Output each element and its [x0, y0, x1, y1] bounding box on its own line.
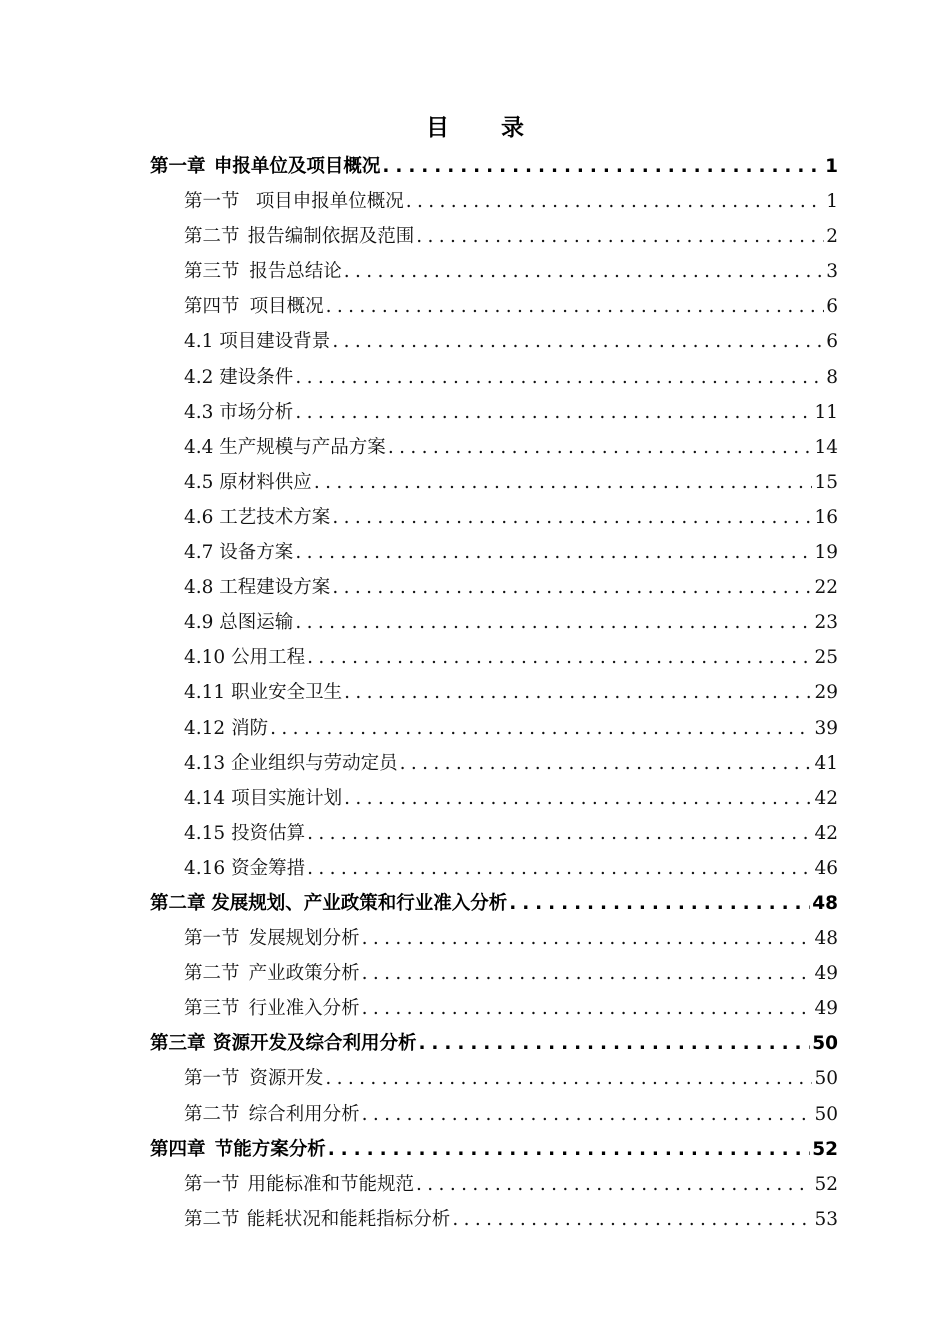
toc-section-entry[interactable] [150, 640, 838, 675]
toc-page-number: 41 [814, 752, 838, 774]
toc-page-number: 50 [814, 1068, 838, 1090]
toc-section-entry[interactable] [150, 535, 838, 570]
dot-leader [388, 430, 813, 465]
toc-section-entry[interactable] [150, 921, 838, 956]
toc-entry-number: 第一节 [184, 928, 240, 950]
toc-page-number: 22 [814, 577, 838, 599]
toc-page-number: 49 [814, 963, 838, 985]
toc-page-number: 1 [826, 191, 838, 213]
dot-leader [509, 886, 810, 921]
toc-page-number: 29 [814, 682, 838, 704]
toc-section-entry[interactable] [150, 1061, 838, 1096]
dot-leader [344, 254, 824, 289]
toc-entry-title: 4.10 公用工程 [184, 647, 306, 669]
toc-entry-title: 4.15 投资估算 [184, 822, 306, 844]
toc-page-number: 48 [814, 928, 838, 950]
toc-entry-number: 第四节 [184, 296, 240, 318]
dot-leader [325, 1061, 812, 1096]
toc-entry-title: 发展规划、产业政策和行业准入分析 [211, 892, 508, 914]
toc-section-entry[interactable] [150, 851, 838, 886]
toc-page-number: 50 [812, 1033, 838, 1055]
dot-leader [314, 465, 813, 500]
dot-leader [295, 395, 812, 430]
dot-leader [382, 149, 823, 184]
toc-section-entry[interactable] [150, 675, 838, 710]
toc-page-number: 3 [826, 261, 838, 283]
toc-entry-title: 4.5 原材料供应 [184, 471, 312, 493]
toc-entry-number: 第二节 [184, 1208, 240, 1230]
toc-page-number: 48 [812, 892, 838, 914]
toc-entry-title: 项目申报单位概况 [255, 191, 404, 213]
toc-entry-title: 资源开发及综合利用分析 [212, 1033, 417, 1055]
toc-entry-title: 4.14 项目实施计划 [184, 787, 343, 809]
toc-entry-number: 第三章 [150, 1033, 206, 1055]
toc-entry-title: 资源开发 [249, 1068, 324, 1090]
dot-leader [332, 570, 812, 605]
dot-leader [344, 781, 812, 816]
toc-entry-title: 报告总结论 [249, 261, 342, 283]
toc-section-entry[interactable] [150, 991, 838, 1026]
toc-section-entry[interactable] [150, 746, 838, 781]
toc-page-number: 6 [826, 331, 838, 353]
toc-chapter-entry[interactable] [150, 1132, 838, 1167]
dot-leader [362, 991, 813, 1026]
toc-chapter-entry[interactable] [150, 886, 838, 921]
toc-entry-title: 综合利用分析 [248, 1103, 360, 1125]
toc-page-number: 6 [826, 296, 838, 318]
dot-leader [307, 816, 812, 851]
toc-page-number: 2 [826, 226, 838, 248]
toc-section-entry[interactable] [150, 1167, 838, 1202]
toc-entry-number: 第二章 [150, 892, 206, 914]
toc-page-number: 11 [814, 401, 838, 423]
toc-entry-number: 第一节 [184, 1173, 240, 1195]
toc-page-number: 42 [814, 822, 838, 844]
toc-entry-number: 第一节 [184, 1068, 240, 1090]
dot-leader [328, 1132, 811, 1167]
toc-entry-number: 第二节 [184, 963, 240, 985]
toc-entry-number: 第二节 [184, 226, 240, 248]
toc-page-number: 46 [814, 857, 838, 879]
dot-leader [295, 605, 812, 640]
toc-entry-title: 4.3 市场分析 [184, 401, 294, 423]
toc-entry-title: 项目概况 [249, 296, 324, 318]
toc-entry-title: 能耗状况和能耗指标分析 [246, 1208, 451, 1230]
toc-entry-number: 第一章 [150, 156, 206, 177]
toc-section-entry[interactable] [150, 360, 838, 395]
toc-entry-title: 发展规划分析 [248, 928, 360, 950]
dot-leader [406, 184, 824, 219]
toc-chapter-entry[interactable] [150, 1026, 838, 1061]
toc-section-entry[interactable] [150, 500, 838, 535]
toc-title: 目 录 [425, 115, 546, 141]
toc-section-entry[interactable] [150, 430, 838, 465]
toc-entry-title: 报告编制依据及范围 [247, 226, 415, 248]
toc-section-entry[interactable] [150, 781, 838, 816]
toc-entry-title: 产业政策分析 [248, 963, 360, 985]
toc-page-number: 8 [826, 366, 838, 388]
toc-entry-title: 4.9 总图运输 [184, 612, 294, 634]
toc-entry-title: 4.13 企业组织与劳动定员 [184, 752, 398, 774]
dot-leader [307, 851, 812, 886]
toc-entry-title: 4.16 资金筹措 [184, 857, 306, 879]
toc-entry-title: 4.6 工艺技术方案 [184, 506, 331, 528]
dot-leader [418, 1026, 810, 1061]
toc-entry-title: 节能方案分析 [214, 1138, 326, 1160]
dot-leader [326, 289, 825, 324]
toc-page-number: 25 [814, 647, 838, 669]
dot-leader [295, 360, 824, 395]
dot-leader [270, 711, 812, 746]
dot-leader [452, 1202, 812, 1237]
dot-leader [416, 1167, 812, 1202]
toc-section-entry[interactable] [150, 219, 838, 254]
toc-entry-number: 第三节 [184, 261, 240, 283]
toc-page-number: 39 [814, 717, 838, 739]
dot-leader [362, 956, 813, 991]
toc-section-entry[interactable] [150, 324, 838, 359]
dot-leader [307, 640, 812, 675]
toc-section-entry[interactable] [150, 465, 838, 500]
toc-section-entry[interactable] [150, 956, 838, 991]
toc-entry-number: 第四章 [150, 1138, 206, 1160]
toc-page-number: 15 [814, 471, 838, 493]
dot-leader [400, 746, 813, 781]
toc-page-number: 19 [814, 542, 838, 564]
toc-page-number: 52 [814, 1173, 838, 1195]
dot-leader [416, 219, 824, 254]
toc-entry-title: 申报单位及项目概况 [213, 156, 381, 177]
toc-entry-title: 4.7 设备方案 [184, 542, 294, 564]
toc-entry-title: 4.4 生产规模与产品方案 [184, 436, 386, 458]
toc-section-entry[interactable] [150, 570, 838, 605]
toc-entry-number: 第一节 [184, 191, 240, 213]
dot-leader [332, 324, 824, 359]
toc-entry-title: 4.12 消防 [184, 717, 269, 739]
toc-section-entry[interactable] [150, 816, 838, 851]
toc-page-number: 14 [814, 436, 838, 458]
toc-page-number: 16 [814, 506, 838, 528]
dot-leader [295, 535, 812, 570]
dot-leader [332, 500, 812, 535]
toc-page-number: 23 [814, 612, 838, 634]
toc-section-entry[interactable] [150, 1202, 838, 1237]
toc-entry-title: 4.8 工程建设方案 [184, 577, 331, 599]
toc-entry-title: 4.2 建设条件 [184, 366, 294, 388]
toc-page-number: 53 [814, 1208, 838, 1230]
toc-page-number: 50 [814, 1103, 838, 1125]
toc-entry-number: 第二节 [184, 1103, 240, 1125]
toc-section-entry[interactable] [150, 605, 838, 640]
dot-leader [344, 675, 812, 710]
toc-entry-number: 第三节 [184, 998, 240, 1020]
toc-entry-title: 4.1 项目建设背景 [184, 331, 331, 353]
toc-section-entry[interactable] [150, 254, 838, 289]
toc-section-entry[interactable] [150, 395, 838, 430]
toc-section-entry[interactable] [150, 289, 838, 324]
toc-page-number: 42 [814, 787, 838, 809]
table-of-contents [150, 149, 838, 1237]
toc-entry-title: 行业准入分析 [248, 998, 360, 1020]
toc-section-entry[interactable] [150, 1097, 838, 1132]
toc-entry-title: 用能标准和节能规范 [247, 1173, 415, 1195]
toc-page-number: 49 [814, 998, 838, 1020]
toc-page-number: 52 [812, 1138, 838, 1160]
dot-leader [362, 1097, 813, 1132]
toc-entry-title: 4.11 职业安全卫生 [184, 682, 343, 704]
toc-chapter-entry[interactable] [150, 149, 838, 184]
toc-section-entry[interactable] [150, 711, 838, 746]
dot-leader [362, 921, 813, 956]
toc-page-number: 1 [825, 156, 838, 177]
toc-section-entry[interactable] [150, 184, 838, 219]
